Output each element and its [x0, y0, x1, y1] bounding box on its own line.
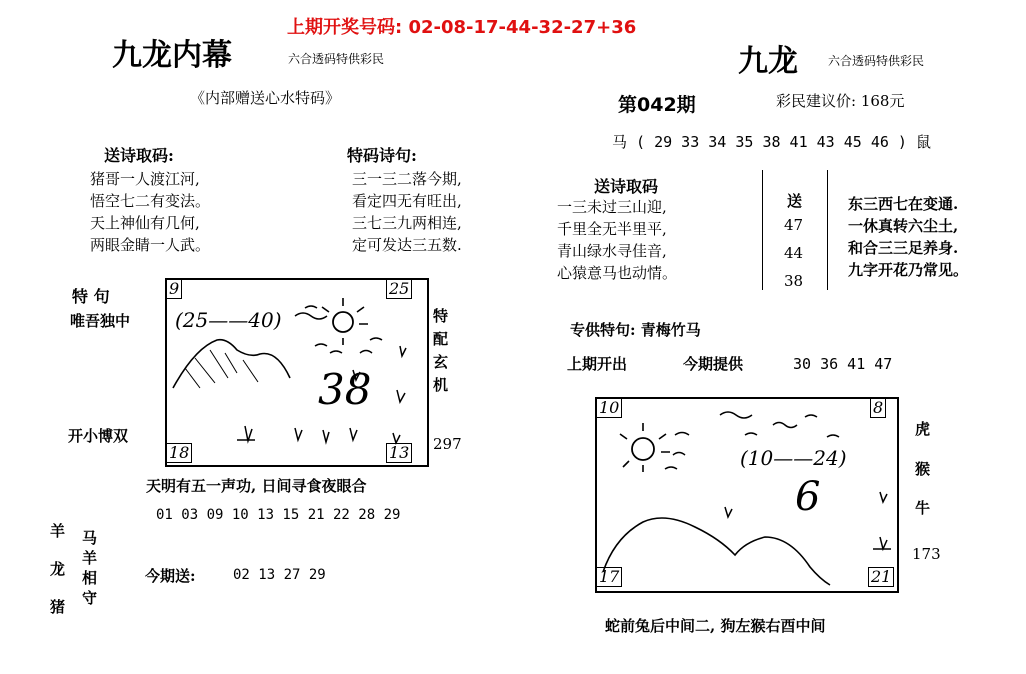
left-subtitle: 六合透码特供彩民	[288, 52, 385, 66]
left-special-sub: 唯吾独中	[70, 312, 131, 330]
right-poem2-line: 一休真转六尘土,	[848, 217, 959, 235]
right-last-label: 上期开出	[567, 355, 628, 373]
left-corner-tr: 25	[386, 279, 412, 299]
left-poem-line: 悟空七二有变法。	[90, 192, 211, 210]
left-vertical-pick: 马羊相守	[82, 529, 98, 607]
left-poem2-title: 特码诗句:	[347, 146, 417, 165]
right-title: 九龙	[738, 44, 798, 79]
right-sketch-number: 6	[795, 474, 821, 520]
left-vertical-label: 特配玄机	[433, 307, 449, 394]
right-box-head: 送	[787, 192, 803, 210]
left-poem-line: 天上神仙有几何,	[90, 214, 200, 232]
left-poem-line: 猪哥一人渡江河,	[90, 170, 200, 188]
left-poem2-line: 三七三九两相连,	[352, 214, 462, 232]
right-side-char-1: 虎	[915, 420, 931, 438]
left-poem2-line: 看定四无有旺出,	[352, 192, 462, 210]
right-corner-tr: 8	[870, 398, 886, 418]
left-title: 九龙内幕	[112, 38, 232, 73]
left-today-numbers: 02 13 27 29	[233, 567, 326, 583]
right-side-char-3: 牛	[915, 499, 931, 517]
left-side-char-3: 猪	[50, 598, 66, 616]
left-poem2	[352, 168, 462, 256]
left-poem2-line: 定可发达三五数.	[352, 236, 462, 254]
right-provide-label: 今期提供	[683, 355, 744, 373]
left-side-char-2: 龙	[50, 560, 66, 578]
right-special-line: 专供特句: 青梅竹马	[570, 321, 701, 339]
left-poem-title: 送诗取码:	[104, 146, 174, 165]
right-box-number: 38	[784, 272, 804, 290]
left-corner-tl: 9	[166, 279, 182, 299]
right-side-number: 173	[912, 545, 941, 563]
right-box-number: 44	[784, 244, 804, 262]
right-sketch-range: (10——24)	[740, 446, 847, 470]
right-subtitle: 六合透码特供彩民	[828, 54, 925, 68]
right-side-char-2: 猴	[915, 460, 931, 478]
left-kai: 开小博双	[68, 427, 129, 445]
left-corner-br: 13	[386, 443, 412, 463]
right-zodiac-line: 马 ( 29 33 34 35 38 41 43 45 46 ) 鼠	[612, 133, 931, 151]
left-poem2-line: 三一三二落今期,	[352, 170, 462, 188]
left-sketch-drawing	[165, 278, 425, 463]
left-sketch-number: 38	[318, 365, 372, 414]
left-riddle: 天明有五一声功, 日间寻食夜眼合	[146, 477, 367, 495]
right-box-number: 47	[784, 216, 804, 234]
left-side-char-1: 羊	[50, 522, 66, 540]
left-vertical-number: 297	[433, 435, 462, 453]
right-poem-line: 青山绿水寻佳音,	[557, 242, 667, 260]
right-poem2-line: 九字开花乃常见。	[848, 261, 969, 279]
right-price: 彩民建议价: 168元	[776, 92, 905, 110]
right-poem-title: 送诗取码	[594, 177, 659, 196]
right-poem-line: 心猿意马也动情。	[557, 264, 678, 282]
right-sketch-drawing	[595, 397, 895, 589]
top-banner: 上期开奖号码: 02-08-17-44-32-27+36	[287, 17, 637, 38]
right-corner-bl: 17	[596, 567, 622, 587]
right-poem-line: 千里全无半里平,	[557, 220, 667, 238]
left-sketch-range: (25——40)	[175, 308, 282, 332]
right-poem2-line: 东三西七在变通.	[848, 195, 959, 213]
left-poem	[90, 168, 210, 256]
right-provide-numbers: 30 36 41 47	[793, 355, 893, 373]
right-issue: 第042期	[618, 94, 696, 116]
right-poem2	[848, 193, 968, 281]
left-book-title: 《内部赠送心水特码》	[190, 89, 341, 107]
left-today-label: 今期送:	[145, 567, 196, 585]
right-poem	[557, 196, 677, 284]
left-corner-bl: 18	[166, 443, 192, 463]
right-poem2-line: 和合三三足养身.	[848, 239, 959, 257]
left-special-label: 特 句	[72, 287, 110, 306]
right-poem-line: 一三未过三山迎,	[557, 198, 667, 216]
left-number-list: 01 03 09 10 13 15 21 22 28 29	[156, 507, 401, 523]
right-corner-br: 21	[868, 567, 894, 587]
left-poem-line: 两眼金睛一人武。	[90, 236, 211, 254]
right-corner-tl: 10	[596, 398, 622, 418]
right-bottom-riddle: 蛇前兔后中间二, 狗左猴右酉中间	[605, 617, 826, 635]
